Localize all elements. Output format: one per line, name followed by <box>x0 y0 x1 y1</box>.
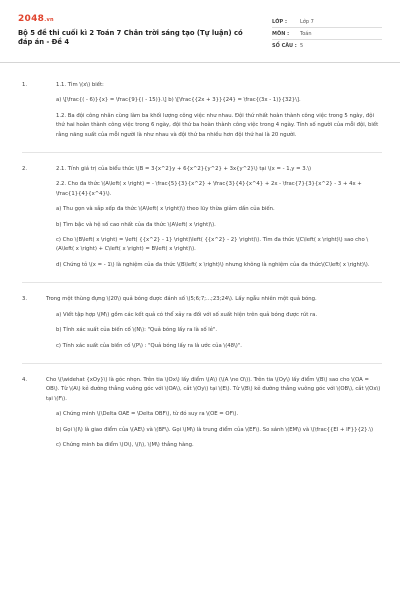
question-body <box>46 165 382 270</box>
question-number: 1. <box>22 82 28 88</box>
meta-value: Toán <box>300 30 312 37</box>
question-line: Trong một thùng đựng \(20\) quả bóng được đánh số \(5;6;7;...;23;24\). Lấy ngẫu nhiên một quả bóng. <box>46 296 317 303</box>
question-line: 1.2. Ba đội công nhân cùng làm ba khối lượng công việc như nhau. Đội thứ nhất hoàn thành công việc trong 5 ngày, đội thứ hai hoàn thành công việc trong 6 ngày, đội thứ ba hoàn thành công việc trong 4 ngày. Tính số người của mỗi đội, biết rằng năng suất của mỗi người là như nhau và đội thứ ba nhiều hơn đội thứ hai là 20 người. <box>56 112 379 138</box>
site-logo[interactable] <box>18 14 250 24</box>
questions-list <box>0 63 400 450</box>
question-line: 1.1. Tìm \(x\) biết: <box>56 82 104 88</box>
logo-suffix: .vn <box>44 17 54 23</box>
question-line: b) Gọi \(I\) là giao điểm của \(AE\) và \(BF\). Gọi \(M\) là trung điểm của \(EF\). So sánh \(EM\) và \(\frac{{EI + IF}}{2}.\) <box>56 426 374 433</box>
header <box>0 0 400 62</box>
question <box>22 295 382 351</box>
meta-value: 5 <box>300 42 304 49</box>
question-line: b) Tính xác suất của biến cố \(N\): "Quả bóng lấy ra là số lẻ". <box>56 327 218 334</box>
question-body <box>46 376 382 450</box>
meta-row-subject <box>272 28 382 40</box>
header-left <box>18 14 250 62</box>
meta-table <box>250 14 382 62</box>
question-number: 3. <box>22 296 28 303</box>
question-line: a) Thu gọn và sắp xếp đa thức \(A\left( x \right)\) theo lũy thừa giảm dần của biến. <box>56 206 275 213</box>
question-line: 2.2. Cho đa thức \(A\left( x \right) = - \frac{5}{3}{x^2} + \frac{3}{4}{x^4} + 2x - \frac{7}{3}{x^2} - 3 + 4x + \frac{1}{4}{x^4}\). <box>56 181 362 197</box>
question <box>22 81 382 140</box>
question-line: c) Cho \(B\left( x \right) = \left( {{x^2} - 1} \right)\left( {{x^2} - 2} \right)\). Tìm đa thức \(C\left( x \right)\) sao cho \(A\left( x \right) + C\left( x \right) = B\left( x \right)\). <box>56 237 369 253</box>
meta-value: Lớp 7 <box>300 18 314 25</box>
meta-key: LỚP : <box>272 18 287 25</box>
question-line: c) Tính xác suất của biến cố \(P\) : "Quả bóng lấy ra là ước của \(48\)". <box>56 342 242 349</box>
question-number: 2. <box>22 166 28 173</box>
question-line: a) Viết tập hợp \(M\) gồm các kết quả có thể xảy ra đối với số xuất hiện trên quả bóng được rút ra. <box>56 311 318 318</box>
question-divider <box>22 282 382 283</box>
meta-row-count <box>272 40 382 51</box>
question-line: Cho \(\widehat {xOy}\) là góc nhọn. Trên tia \(Ox\) lấy điểm \(A\) (\(A \ne O\)). Trên tia \(Oy\) lấy điểm \(B\) sao cho \(OA = OB\). Từ \(A\) kẻ đường thẳng vuông góc với \(OA\), cắt \(Oy\) tại \(E\). Từ \(B\) kẻ đường thẳng vuông góc với \(OB\), cắt \(Ox\) tại \(F\). <box>46 376 381 402</box>
logo-text: 2048 <box>18 14 45 24</box>
question <box>22 376 382 450</box>
question-line: b) Tìm bậc và hệ số cao nhất của đa thức \(A\left( x \right)\). <box>56 221 216 228</box>
question-body <box>46 295 382 351</box>
meta-row-class <box>272 16 382 28</box>
question-body <box>46 81 382 140</box>
question-line: c) Chứng minh ba điểm \(O\), \(I\), \(M\) thẳng hàng. <box>56 441 194 448</box>
document-title: Bộ 5 đề thi cuối kì 2 Toán 7 Chân trời sáng tạo (Tự luận) có đáp án - Đề 4 <box>18 29 243 46</box>
meta-key: MÔN : <box>272 30 290 37</box>
question-line: a) Chứng minh \(\Delta OAE = \Delta OBF\), từ đó suy ra \(OE = OF\). <box>56 411 239 418</box>
question-line: a) \[\frac{( - 6)}{x} = \frac{9}{( - 15)}.\] b) \[\frac{{2x + 3}}{24} = \frac{(3x - 1)}{32}\]. <box>56 97 301 104</box>
question-divider <box>22 152 382 153</box>
meta-key: SỐ CÂU : <box>272 42 297 49</box>
question-line: 2.1. Tính giá trị của biểu thức \(B = 3{x^2}y + 6{x^2}{y^2} + 3x{y^2}\) tại \(x = - 1,y = 3.\) <box>56 166 312 173</box>
question <box>22 165 382 270</box>
question-number: 4. <box>22 376 28 383</box>
question-divider <box>22 363 382 364</box>
question-line: d) Chứng tỏ \(x = - 1\) là nghiệm của đa thức \(B\left( x \right)\) nhưng không là nghiệm của đa thức\(C\left( x \right)\). <box>56 261 370 268</box>
